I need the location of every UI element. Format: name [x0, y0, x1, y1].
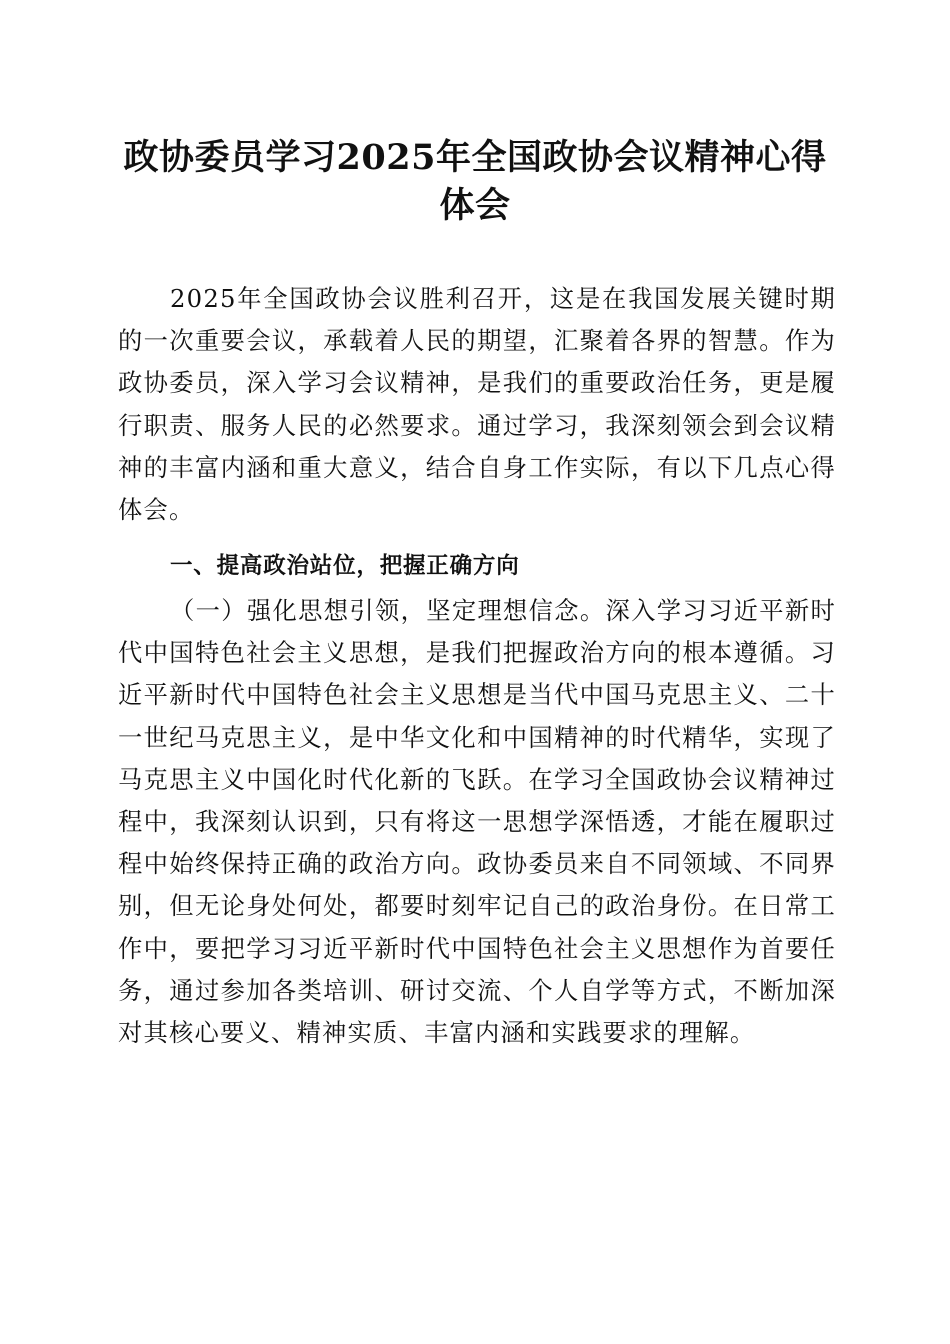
- document-title: 政协委员学习2025年全国政协会议精神心得体会: [123, 137, 827, 226]
- section-heading-1: 一、提高政治站位，把握正确方向: [170, 553, 520, 579]
- intro-paragraph: 2025年全国政协会议胜利召开，这是在我国发展关键时期的一次重要会议，承载着人民的期望，汇聚着各界的智慧。作为政协委员，深入学习会议精神，是我们的重要政治任务，更是履行职责、服务人民的必然要求。通过学习，我深刻领会到会议精神的丰富内涵和重大意义，结合自身工作实际，有以下几点心得体会。: [118, 284, 836, 525]
- subsection-paragraph-1: （一）强化思想引领，坚定理想信念。深入学习习近平新时代中国特色社会主义思想，是我们把握政治方向的根本遵循。习近平新时代中国特色社会主义思想是当代中国马克思主义、二十一世纪马克思主义，是中华文化和中国精神的时代精华，实现了马克思主义中国化时代化新的飞跃。在学习全国政协会议精神过程中，我深刻认识到，只有将这一思想学深悟透，才能在履职过程中始终保持正确的政治方向。政协委员来自不同领域、不同界别，但无论身处何处，都要时刻牢记自己的政治身份。在日常工作中，要把学习习近平新时代中国特色社会主义思想作为首要任务，通过参加各类培训、研讨交流、个人自学等方式，不断加深对其核心要义、精神实质、丰富内涵和实践要求的理解。: [118, 596, 836, 1048]
